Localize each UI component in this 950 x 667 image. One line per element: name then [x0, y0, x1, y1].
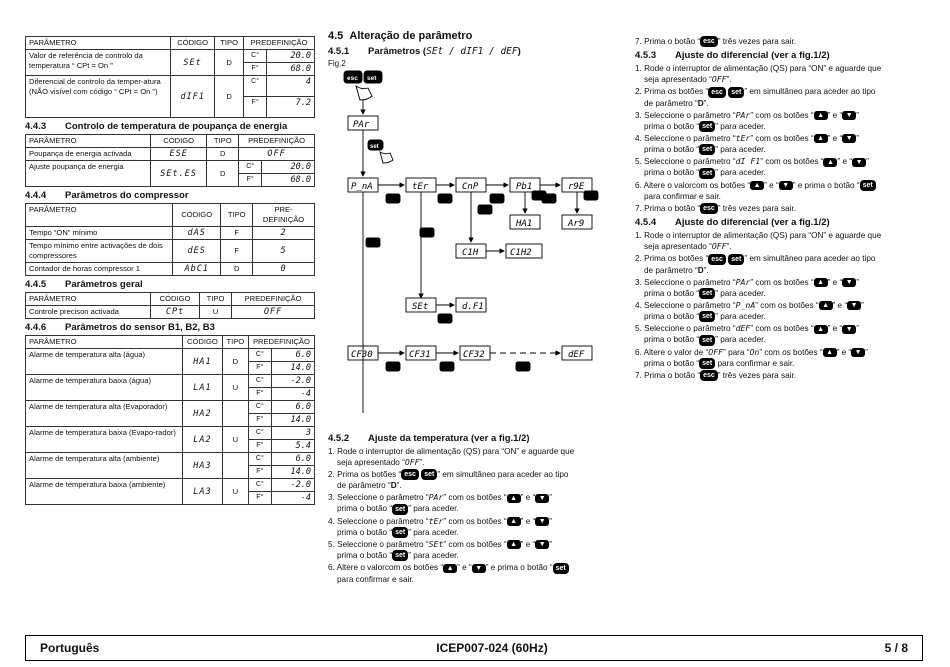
page-footer: [25, 635, 923, 661]
th-default: PRE- DEFINIÇÃO: [253, 204, 315, 227]
cell-value: 0: [253, 263, 315, 276]
value-f: 7.2: [267, 97, 315, 118]
cell-code: LA1: [183, 375, 223, 401]
th-type: TIPO: [222, 336, 248, 349]
esc-icon: esc: [401, 469, 419, 480]
value-c: 4: [267, 76, 315, 97]
section-4-5-1: 4.5.1 Parâmetros (SEt / dIF1 / dEF): [328, 46, 521, 57]
left-column: [25, 36, 315, 505]
up-icon: ▲: [443, 564, 457, 573]
cell-code: LA2: [183, 427, 223, 453]
step-7: 7. Prima o botão “ esc ” três vezes para sair.: [635, 370, 797, 380]
step-7: 7. Prima o botão “ esc ” três vezes para sair.: [635, 37, 797, 46]
up-icon: ▲: [823, 348, 837, 357]
cell-param: Alarme de temperatura alta (Evaporador): [26, 401, 183, 427]
menu-r9E: r9E: [568, 182, 585, 192]
up-icon: ▲: [814, 134, 828, 143]
down-icon: ▼: [472, 564, 486, 573]
cell-code: HA3: [183, 453, 223, 479]
value-f: 5.4: [271, 440, 314, 453]
value-f: 14.0: [271, 466, 314, 479]
unit-c: C°: [248, 479, 271, 492]
footer-model: ICEP007-024 (60Hz): [436, 641, 548, 655]
unit-c: C°: [248, 427, 271, 440]
step-6: 6. Altere o valorcom os botões “ ▲ ” e “ ▼ ” e prima o botão “ set para confirmar e sair.: [328, 562, 620, 584]
th-param: PARÂMETRO: [26, 293, 151, 306]
cell-type: D: [215, 76, 244, 118]
cell-value: 2: [253, 227, 315, 240]
cell-type: U: [222, 375, 248, 401]
cell-param: Ajuste poupança de energia: [26, 161, 151, 187]
set-icon: set: [421, 469, 437, 480]
set-icon: set: [728, 87, 744, 98]
section-4-5-2-block: [328, 430, 620, 586]
menu-CF31: CF31: [409, 350, 431, 360]
table-energy-saving: [25, 134, 315, 187]
cell-code: SEt: [171, 50, 215, 76]
unit-f: F°: [248, 414, 271, 427]
unit-c: C°: [248, 375, 271, 388]
cell-param: Alarme de temperatura baixa (ambiente): [26, 479, 183, 505]
value-c: -2.0: [271, 375, 314, 388]
cell-type: F: [221, 240, 253, 263]
table-sensor: [25, 335, 315, 505]
cell-code: dIF1: [171, 76, 215, 118]
th-param: PARÂMETRO: [26, 204, 173, 227]
menu-CnP: CnP: [462, 182, 479, 192]
up-icon: ▲: [823, 158, 837, 167]
th-param: PARÂMETRO: [26, 135, 151, 148]
up-icon: ▲: [814, 278, 828, 287]
set-icon: set: [728, 254, 744, 265]
th-code: CÓDIGO: [171, 37, 215, 50]
down-icon: ▼: [535, 517, 549, 526]
th-type: TIPO: [215, 37, 244, 50]
set-icon: set: [392, 527, 408, 538]
cell-type: D: [207, 148, 239, 161]
cell-code: ESE: [151, 148, 207, 161]
esc-icon: esc: [700, 203, 718, 214]
set-icon: set: [553, 563, 569, 574]
value-f: -4: [271, 388, 314, 401]
set-icon: set: [699, 144, 715, 155]
th-type: TIPO: [221, 204, 253, 227]
step-6: 6. Altere o valorcom os botões “ ▲ ” e “ ▼ ” e prima o botão “ set para confirmar e sair.: [635, 180, 925, 202]
down-icon: ▼: [535, 494, 549, 503]
cell-type: U: [200, 306, 232, 319]
cell-code: HA2: [183, 401, 223, 427]
esc-icon: esc: [700, 370, 718, 381]
down-icon: ▼: [842, 325, 856, 334]
value-c: -2.0: [271, 479, 314, 492]
th-type: TIPO: [207, 135, 239, 148]
menu-Ar9: Ar9: [568, 219, 585, 229]
cell-value: OFF: [239, 148, 315, 161]
cell-param: Alarme de temperatura baixa (água): [26, 375, 183, 401]
section-4-4-6: 4.4.6 Parâmetros do sensor B1, B2, B3: [25, 322, 215, 333]
menu-dIF1: d.F1: [462, 302, 484, 312]
cell-code: HA1: [183, 349, 223, 375]
set-icon: set: [699, 358, 715, 369]
down-icon: ▼: [535, 540, 549, 549]
th-param: PARÂMETRO: [26, 37, 171, 50]
value-f: 68.0: [267, 63, 315, 76]
step-1: 1. Rode o interruptor de alimentação (QS) para “ON” e aguarde que seja apresentado “OFF”.: [635, 231, 882, 252]
up-icon: ▲: [750, 181, 764, 190]
step-4: 4. Seleccione o parâmetro “tEr” com os botões “ ▲ ” e “ ▼ ” prima o botão “ set ” para aceder.: [635, 132, 859, 154]
unit-c: C°: [244, 76, 267, 97]
step-1: 1. Rode o interruptor de alimentação (QS) para “ON” e aguarde que seja apresentado “OFF”.: [328, 447, 575, 467]
step-3: 3. Seleccione o parâmetro “PAr” com os botões “ ▲ ” e “ ▼ ” prima o botão “ set ” para aceder.: [328, 492, 552, 514]
cell-value: OFF: [232, 306, 315, 319]
value-c: 3: [271, 427, 314, 440]
unit-c: C°: [248, 349, 271, 362]
step-5: 5. Seleccione o parâmetro “dI F1” com os botões “ ▲ ” e “ ▼ ” prima o botão “ set ” para aceder.: [635, 156, 869, 178]
up-icon: ▲: [819, 301, 833, 310]
set-icon: set: [699, 335, 715, 346]
menu-Pb1: Pb1: [516, 182, 533, 192]
cell-type: U: [222, 479, 248, 505]
down-icon: ▼: [851, 348, 865, 357]
menu-C1H: C1H: [462, 248, 479, 258]
th-default: PREDEFINIÇÃO: [244, 37, 315, 50]
th-code: CÓDIGO: [151, 293, 200, 306]
menu-CF32: CF32: [463, 350, 485, 360]
esc-icon: esc: [708, 254, 726, 265]
down-icon: ▼: [842, 278, 856, 287]
cell-type: U: [222, 427, 248, 453]
cell-type: D: [221, 263, 253, 276]
step-2: 2. Prima os botões “ esc set ” em simultâneo para aceder ao tipo de parâmetro “D”.: [635, 254, 876, 275]
step-5: 5. Seleccione o parâmetro “SEt” com os botões “ ▲ ” e “ ▼ ” prima o botão “ set ” para aceder.: [328, 538, 552, 560]
esc-icon: esc: [700, 36, 718, 47]
unit-f: F°: [244, 97, 267, 118]
cell-type: [222, 401, 248, 427]
fig-label: Fig.2: [328, 59, 346, 68]
esc-icon: esc: [708, 87, 726, 98]
unit-f: F°: [248, 466, 271, 479]
set-key-label: set: [370, 144, 379, 150]
up-icon: ▲: [507, 540, 521, 549]
th-code: CÓDIGO: [151, 135, 207, 148]
set-icon: set: [699, 311, 715, 322]
cell-param: Tempo mínimo entre activações de dois compressores: [26, 240, 173, 263]
cell-param: Tempo “ON” mínimo: [26, 227, 173, 240]
menu-tEr: tEr: [412, 182, 429, 192]
set-icon: set: [860, 180, 876, 191]
menu-CF30: CF30: [351, 350, 373, 360]
up-icon: ▲: [814, 111, 828, 120]
value-c: 20.0: [267, 50, 315, 63]
value-c: 6.0: [271, 401, 314, 414]
down-icon: ▼: [847, 301, 861, 310]
step-2: 2. Prima os botões “ esc set ” em simultâneo para aceder ao tipo de parâmetro “D”.: [635, 87, 876, 108]
cell-param: Contador de horas compressor 1: [26, 263, 173, 276]
cell-param: Alarme de temperatura alta (água): [26, 349, 183, 375]
unit-f: F°: [239, 174, 262, 187]
cell-param: Controle precison activada: [26, 306, 151, 319]
down-icon: ▼: [842, 111, 856, 120]
set-icon: set: [392, 504, 408, 515]
step-1: 1. Rode o interruptor de alimentação (QS) para “ON” e aguarde que seja apresentado “OFF”.: [635, 64, 882, 85]
th-default: PREDEFINIÇÃO: [239, 135, 315, 148]
section-4-5-4: 4.5.4 Ajuste do diferencial (ver a fig.1/2): [635, 217, 830, 229]
value-f: -4: [271, 492, 314, 505]
up-icon: ▲: [814, 325, 828, 334]
value-f: 14.0: [271, 362, 314, 375]
th-param: PARÂMETRO: [26, 336, 183, 349]
value-c: 6.0: [271, 453, 314, 466]
step-4: 4. Seleccione o parâmetro “tEr” com os botões “ ▲ ” e “ ▼ ” prima o botão “ set ” para aceder.: [328, 515, 552, 537]
cell-type: D: [222, 349, 248, 375]
cell-code: AbC1: [173, 263, 221, 276]
step-3: 3. Seleccione o parâmetro “PAr” com os botões “ ▲ ” e “ ▼ ” prima o botão “ set ” para aceder.: [635, 276, 859, 298]
value-f: 14.0: [271, 414, 314, 427]
menu-HA1: HA1: [516, 219, 533, 229]
cell-code: CPt: [151, 306, 200, 319]
cell-code: dES: [173, 240, 221, 263]
unit-c: C°: [244, 50, 267, 63]
cell-param: Valor de referência de controlo da temperatura “ CPt = On ”: [26, 50, 171, 76]
down-icon: ▼: [779, 181, 793, 190]
th-default: PREDEFINIÇÃO: [248, 336, 314, 349]
cell-code: dAS: [173, 227, 221, 240]
up-icon: ▲: [507, 494, 521, 503]
section-4-4-5: 4.4.5 Parâmetros geral: [25, 279, 143, 290]
up-icon: ▲: [507, 517, 521, 526]
th-code: CÓDIGO: [173, 204, 221, 227]
menu-dEF: dEF: [568, 350, 585, 360]
step-6: 6. Altere o valor de “OFF” para “On” com os botões “ ▲ ” e “ ▼ ” prima o botão “ set para confirmar e sair.: [635, 346, 868, 368]
set-icon: set: [699, 121, 715, 132]
table-general: [25, 292, 315, 319]
menu-PAr: PAr: [353, 120, 370, 130]
unit-c: C°: [248, 401, 271, 414]
unit-f: F°: [248, 440, 271, 453]
cell-type: F: [221, 227, 253, 240]
unit-c: C°: [248, 453, 271, 466]
cell-code: LA3: [183, 479, 223, 505]
unit-f: F°: [248, 492, 271, 505]
middle-column: [328, 30, 618, 413]
set-icon: set: [699, 288, 715, 299]
down-icon: ▼: [842, 134, 856, 143]
section-4-4-3: 4.4.3 Controlo de temperatura de poupança de energia: [25, 121, 288, 132]
unit-f: F°: [244, 63, 267, 76]
step-4: 4. Seleccione o parâmetro “P_nA” com os botões “ ▲ ” e “ ▼ ” prima o botão “ set ” para aceder.: [635, 299, 864, 321]
unit-c: C°: [239, 161, 262, 174]
cell-param: Alarme de temperatura alta (ambiente): [26, 453, 183, 479]
esc-key-label: esc: [347, 75, 358, 82]
step-2: 2. Prima os botões “ esc set ” em simultâneo para aceder ao tipo de parâmetro “D”.: [328, 470, 569, 491]
cell-type: D: [215, 50, 244, 76]
set-icon: set: [392, 550, 408, 561]
menu-P_nA: P_nA: [351, 182, 373, 192]
step-7: 7. Prima o botão “ esc ” três vezes para sair.: [635, 203, 797, 213]
right-column: [635, 36, 925, 382]
th-code: CÓDIGO: [183, 336, 223, 349]
step-5: 5. Seleccione o parâmetro “dEF” com os botões “ ▲ ” e “ ▼ ” prima o botão “ set ” para aceder.: [635, 323, 859, 345]
section-4-5-3: 4.5.3 Ajuste do diferencial (ver a fig.1/2): [635, 50, 830, 62]
cell-type: D: [207, 161, 239, 187]
parameter-menu-diagram: [328, 68, 618, 413]
cell-param: Diferencial de controlo da temper-atura (NÃO visível com código “ CPt = On ”): [26, 76, 171, 118]
th-default: PREDEFINIÇÃO: [232, 293, 315, 306]
th-type: TIPO: [200, 293, 232, 306]
section-4-5-2: 4.5.2 Ajuste da temperatura (ver a fig.1/2): [328, 433, 530, 444]
section-4-5-title: 4.5 Alteração de parâmetro: [328, 30, 473, 42]
set-icon: set: [699, 168, 715, 179]
menu-SEt: SEt: [412, 302, 429, 312]
table-compressor: [25, 203, 315, 276]
footer-language: Português: [40, 641, 100, 655]
section-4-4-4: 4.4.4 Parâmetros do compressor: [25, 190, 189, 201]
unit-f: F°: [248, 388, 271, 401]
cell-param: Poupança de energia activada: [26, 148, 151, 161]
cell-param: Alarme de temperatura baixa (Evapo-rador): [26, 427, 183, 453]
step-3: 3. Seleccione o parâmetro “PAr” com os botões “ ▲ ” e “ ▼ ” prima o botão “ set ” para aceder.: [635, 109, 859, 131]
set-key-label: set: [367, 75, 377, 82]
menu-C1H2: C1H2: [510, 248, 532, 258]
value-c: 6.0: [271, 349, 314, 362]
cell-code: SEt.ES: [151, 161, 207, 187]
footer-page-number: 5 / 8: [884, 641, 908, 655]
value-f: 68.0: [262, 174, 315, 187]
table-setpoint: [25, 36, 315, 118]
cell-value: 5: [253, 240, 315, 263]
value-c: 20.0: [262, 161, 315, 174]
cell-type: [222, 453, 248, 479]
unit-f: F°: [248, 362, 271, 375]
down-icon: ▼: [852, 158, 866, 167]
